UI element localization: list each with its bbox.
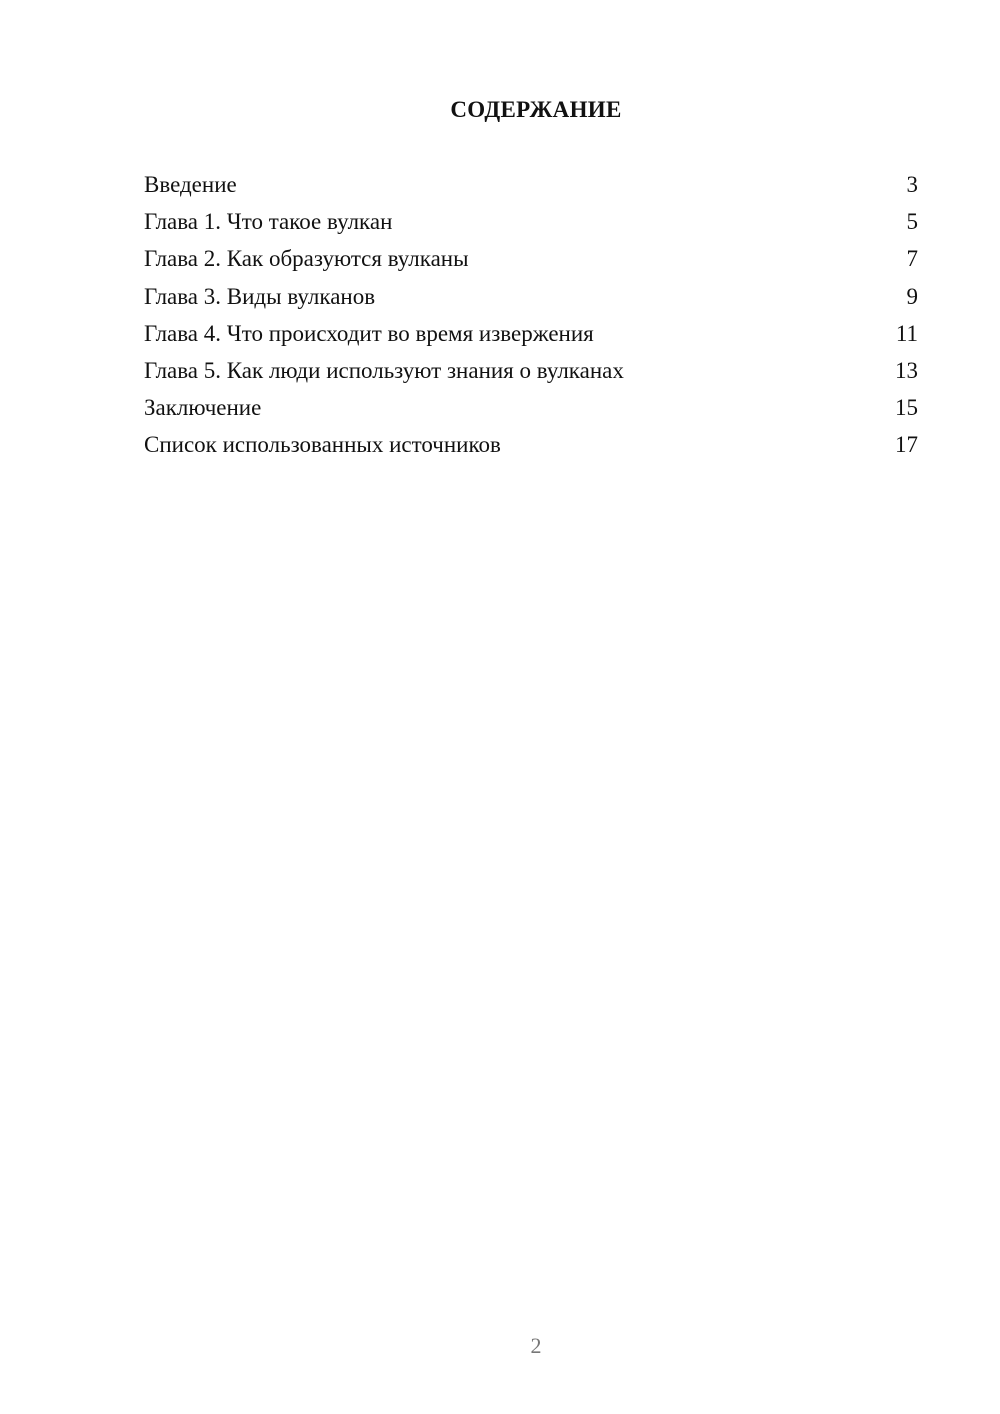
toc-entry-page-number: 13 (895, 357, 918, 383)
toc-entry-label: Заключение (144, 395, 262, 421)
toc-entry-page-number: 9 (906, 283, 918, 309)
toc-entry (144, 244, 918, 281)
page-title: СОДЕРЖАНИЕ (450, 97, 622, 122)
toc-entry-page-number: 17 (895, 432, 918, 458)
toc-entry (144, 170, 918, 207)
toc-entry-label: Глава 1. Что такое вулкан (144, 209, 393, 235)
toc-entry (144, 430, 918, 467)
table-of-contents (144, 170, 918, 468)
toc-entry-page-number: 3 (906, 172, 918, 197)
toc-entry (144, 207, 918, 244)
toc-entry-label: Введение (144, 172, 237, 197)
toc-entry (144, 282, 918, 319)
toc-entry-page-number: 7 (906, 246, 918, 272)
toc-entry (144, 393, 918, 430)
toc-entry (144, 356, 918, 393)
toc-entry-label: Список использованных источников (144, 432, 501, 458)
toc-entry-label: Глава 3. Виды вулканов (144, 283, 376, 309)
toc-entry-page-number: 15 (895, 395, 918, 421)
toc-entry-page-number: 11 (895, 320, 918, 346)
toc-entry (144, 319, 918, 356)
toc-entry-label: Глава 4. Что происходит во время извержения (144, 320, 594, 346)
page-number: 2 (530, 1333, 542, 1358)
toc-entry-label: Глава 5. Как люди используют знания о вулканах (144, 357, 624, 383)
toc-entry-page-number: 5 (906, 209, 918, 235)
toc-entry-label: Глава 2. Как образуются вулканы (144, 246, 469, 272)
